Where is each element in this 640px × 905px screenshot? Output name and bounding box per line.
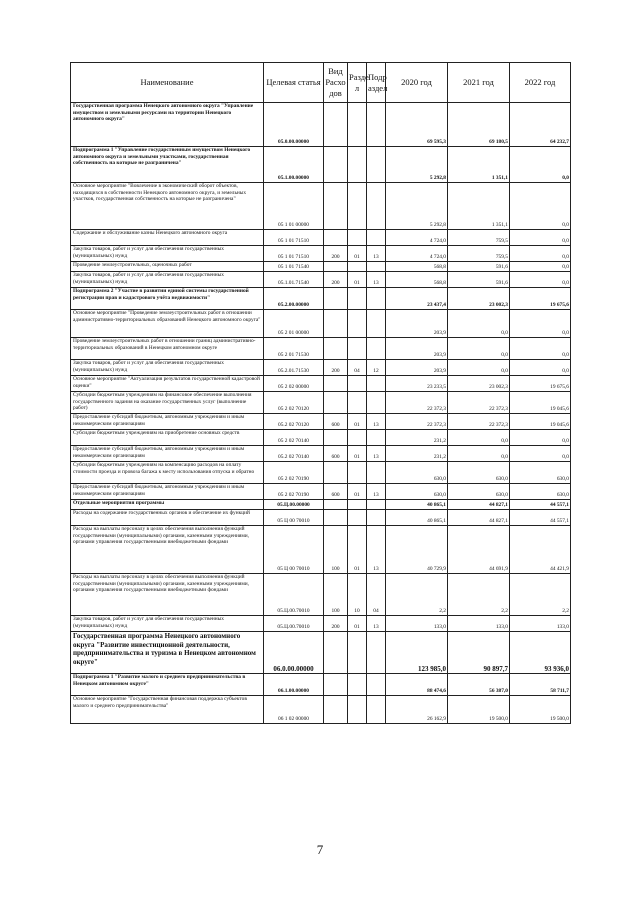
cell-name: Предоставление субсидий бюджетным, автономным учреждениям и иным некоммерческим организациям: [71, 484, 264, 500]
cell-expense-type: [324, 230, 348, 246]
cell-target-article: 05.2.00.00000: [264, 288, 324, 310]
table-row: [71, 272, 571, 288]
table-row: [71, 414, 571, 430]
cell-name: Подпрограмма 1 "Развитие малого и среднего предпринимательства в Ненецком автономном округе": [71, 674, 264, 696]
cell-expense-type: 200: [324, 360, 348, 376]
cell-name: Проведение землеустроительных, оценочных работ: [71, 262, 264, 272]
cell-year-2020: 69 595,3: [386, 103, 448, 147]
table-row: [71, 696, 571, 724]
cell-year-2021: 22 372,3: [448, 414, 510, 430]
cell-subsection: [367, 632, 386, 674]
cell-expense-type: [324, 262, 348, 272]
cell-year-2021: 44 827,1: [448, 510, 510, 526]
cell-year-2021: 0,0: [448, 446, 510, 462]
header-section: Разде л: [348, 63, 367, 103]
cell-target-article: 05 2 02 70120: [264, 392, 324, 414]
cell-subsection: [367, 103, 386, 147]
cell-year-2020: 231,2: [386, 446, 448, 462]
cell-year-2021: 591,6: [448, 272, 510, 288]
cell-target-article: 05 2 01 71530: [264, 338, 324, 360]
budget-table-sheet: [70, 62, 570, 724]
cell-name: Расходы на выплаты персоналу в целях обеспечения выполнения функций государственными (муниципальными) органами, казенными учреждениями, органами управления государственными внебюджетными фондами: [71, 526, 264, 574]
cell-target-article: 05.2 02 70120: [264, 414, 324, 430]
cell-year-2021: 2,2: [448, 574, 510, 616]
table-row: [71, 484, 571, 500]
cell-year-2020: 4 724,0: [386, 246, 448, 262]
cell-expense-type: [324, 376, 348, 392]
cell-section: [348, 510, 367, 526]
cell-year-2020: 133,0: [386, 616, 448, 632]
cell-section: 10: [348, 574, 367, 616]
cell-name: Подпрограмма 1 "Управление государственным имуществом Ненецкого автономного округа и земельными участками, государственная собственность на которые не разграничена": [71, 147, 264, 183]
cell-expense-type: 100: [324, 526, 348, 574]
cell-subsection: [367, 696, 386, 724]
cell-expense-type: 200: [324, 616, 348, 632]
cell-year-2022: 133,0: [510, 616, 571, 632]
cell-year-2021: 1 351,1: [448, 183, 510, 230]
cell-expense-type: [324, 696, 348, 724]
cell-name: Предоставление субсидий бюджетным, автономным учреждениям и иным некоммерческим организациям: [71, 446, 264, 462]
cell-section: [348, 103, 367, 147]
cell-name: Государственная программа Ненецкого автономного округа "Управление имуществом и земельными ресурсами на территории Ненецкого автономного округа": [71, 103, 264, 147]
cell-target-article: 05 2 02 00000: [264, 376, 324, 392]
cell-expense-type: [324, 288, 348, 310]
cell-year-2021: 133,0: [448, 616, 510, 632]
cell-year-2020: 2,2: [386, 574, 448, 616]
cell-year-2020: 4 724,0: [386, 230, 448, 246]
cell-year-2022: 630,0: [510, 462, 571, 484]
cell-expense-type: [324, 310, 348, 338]
cell-year-2020: 40 865,1: [386, 500, 448, 510]
cell-name: Закупка товаров, работ и услуг для обеспечения государственных (муниципальных) нужд: [71, 616, 264, 632]
cell-subsection: 13: [367, 616, 386, 632]
cell-year-2020: 5 292,8: [386, 147, 448, 183]
cell-year-2021: 69 180,5: [448, 103, 510, 147]
cell-section: 01: [348, 272, 367, 288]
table-row: [71, 510, 571, 526]
cell-expense-type: [324, 430, 348, 446]
cell-year-2021: 22 372,3: [448, 392, 510, 414]
cell-expense-type: 200: [324, 246, 348, 262]
cell-target-article: 05 Ц 00 70010: [264, 510, 324, 526]
cell-year-2022: 0,0: [510, 246, 571, 262]
cell-subsection: [367, 183, 386, 230]
cell-subsection: [367, 674, 386, 696]
cell-year-2020: 630,0: [386, 462, 448, 484]
cell-expense-type: [324, 674, 348, 696]
cell-year-2022: 0,0: [510, 430, 571, 446]
cell-year-2022: 19 500,0: [510, 696, 571, 724]
cell-year-2022: 58 711,7: [510, 674, 571, 696]
header-year-2022: 2022 год: [510, 63, 571, 103]
cell-section: [348, 288, 367, 310]
header-year-2020: 2020 год: [386, 63, 448, 103]
header-year-2021: 2021 год: [448, 63, 510, 103]
header-subsection: Подр аздел: [367, 63, 386, 103]
cell-target-article: 05 2 02 70140: [264, 430, 324, 446]
cell-year-2021: 0,0: [448, 430, 510, 446]
cell-name: Закупка товаров, работ и услуг для обеспечения государственных (муниципальных) нужд: [71, 246, 264, 262]
cell-subsection: [367, 462, 386, 484]
cell-expense-type: [324, 500, 348, 510]
table-row: [71, 183, 571, 230]
cell-section: [348, 632, 367, 674]
cell-subsection: 13: [367, 526, 386, 574]
cell-year-2022: 630,0: [510, 484, 571, 500]
cell-subsection: [367, 147, 386, 183]
cell-name: Основное мероприятие "Актуализация результатов государственной кадастровой оценки": [71, 376, 264, 392]
cell-section: 04: [348, 360, 367, 376]
cell-year-2021: 19 500,0: [448, 696, 510, 724]
cell-target-article: 06.1.00.00000: [264, 674, 324, 696]
cell-year-2020: 203,9: [386, 338, 448, 360]
cell-year-2022: 0,0: [510, 310, 571, 338]
cell-target-article: 05.Ц.00.70010: [264, 574, 324, 616]
cell-expense-type: 600: [324, 484, 348, 500]
table-row: [71, 230, 571, 246]
cell-year-2021: 90 897,7: [448, 632, 510, 674]
cell-year-2020: 123 985,0: [386, 632, 448, 674]
cell-year-2020: 568,8: [386, 262, 448, 272]
cell-year-2020: 23 233,5: [386, 376, 448, 392]
cell-year-2022: 2,2: [510, 574, 571, 616]
cell-section: [348, 696, 367, 724]
cell-name: Государственная программа Ненецкого автономного округа "Развитие инвестиционной деятельности, предпринимательства и туризма в Ненецком автономном округе": [71, 632, 264, 674]
cell-year-2022: 0,0: [510, 446, 571, 462]
cell-year-2022: 19 675,6: [510, 288, 571, 310]
cell-year-2021: 1 351,1: [448, 147, 510, 183]
cell-year-2020: 22 372,3: [386, 392, 448, 414]
cell-name: Отдельные мероприятия программы: [71, 500, 264, 510]
cell-target-article: 05.Ц.00.70010: [264, 616, 324, 632]
cell-name: Субсидии бюджетным учреждениям на финансовое обеспечение выполнения государственного задания на оказание государственных услуг (выполнение работ): [71, 392, 264, 414]
cell-target-article: 05 1 01 71510: [264, 230, 324, 246]
cell-target-article: 05 2 02 70190: [264, 484, 324, 500]
cell-section: 01: [348, 246, 367, 262]
cell-name: Подпрограмма 2 "Участие в развитии единой системы государственной регистрации прав и кадастрового учёта недвижимости": [71, 288, 264, 310]
cell-year-2022: 0,0: [510, 147, 571, 183]
cell-expense-type: [324, 147, 348, 183]
cell-expense-type: [324, 103, 348, 147]
cell-year-2020: 568,8: [386, 272, 448, 288]
cell-name: Содержание и обслуживание казны Ненецкого автономного округа: [71, 230, 264, 246]
cell-year-2020: 40 865,1: [386, 510, 448, 526]
cell-subsection: [367, 510, 386, 526]
table-row: [71, 360, 571, 376]
cell-year-2022: 44 421,9: [510, 526, 571, 574]
cell-year-2022: 44 557,1: [510, 500, 571, 510]
cell-year-2021: 0,0: [448, 360, 510, 376]
cell-name: Закупка товаров, работ и услуг для обеспечения государственных (муниципальных) нужд: [71, 272, 264, 288]
cell-year-2020: 630,0: [386, 484, 448, 500]
cell-subsection: 13: [367, 446, 386, 462]
cell-year-2022: 0,0: [510, 183, 571, 230]
page-number: 7: [316, 842, 324, 857]
cell-expense-type: 600: [324, 446, 348, 462]
cell-subsection: [367, 376, 386, 392]
cell-section: [348, 310, 367, 338]
cell-target-article: 05.1.00.00000: [264, 147, 324, 183]
cell-expense-type: 200: [324, 272, 348, 288]
cell-expense-type: [324, 462, 348, 484]
cell-section: [348, 338, 367, 360]
cell-name: Основное мероприятие "Вовлечение в экономический оборот объектов, находящихся в собственности Ненецкого автономного округа, и земельных участков, государственная собственность на которые не разграничена": [71, 183, 264, 230]
cell-target-article: 06 1 02 00000: [264, 696, 324, 724]
header-expense-type: Вид Расхо дов: [324, 63, 348, 103]
cell-subsection: [367, 288, 386, 310]
table-row: [71, 674, 571, 696]
cell-section: 01: [348, 616, 367, 632]
cell-section: 01: [348, 414, 367, 430]
cell-expense-type: [324, 338, 348, 360]
cell-year-2021: 591,6: [448, 262, 510, 272]
cell-section: [348, 392, 367, 414]
cell-year-2022: 0,0: [510, 360, 571, 376]
cell-section: [348, 230, 367, 246]
cell-subsection: 13: [367, 484, 386, 500]
cell-name: Расходы на выплаты персоналу в целях обеспечения выполнения функций государственными (муниципальными) органами, казенными учреждениями, органами управления государственными внебюджетными фондами: [71, 574, 264, 616]
header-name: Наименование: [71, 63, 264, 103]
cell-target-article: 05 2 01 00000: [264, 310, 324, 338]
cell-expense-type: [324, 392, 348, 414]
cell-year-2022: 0,0: [510, 262, 571, 272]
cell-subsection: 13: [367, 272, 386, 288]
table-row: [71, 376, 571, 392]
cell-target-article: 05 1 01 00000: [264, 183, 324, 230]
cell-year-2021: 44 691,9: [448, 526, 510, 574]
cell-year-2020: 22 372,3: [386, 414, 448, 430]
cell-name: Закупка товаров, работ и услуг для обеспечения государственных (муниципальных) нужд: [71, 360, 264, 376]
cell-section: [348, 462, 367, 484]
cell-target-article: 05.2 02 70140: [264, 446, 324, 462]
cell-subsection: 12: [367, 360, 386, 376]
cell-year-2021: 759,5: [448, 246, 510, 262]
cell-year-2022: 0,0: [510, 272, 571, 288]
cell-expense-type: [324, 183, 348, 230]
cell-expense-type: [324, 510, 348, 526]
table-header-row: [71, 63, 571, 103]
table-row: [71, 574, 571, 616]
table-row: [71, 462, 571, 484]
cell-name: Субсидии бюджетным учреждениям на приобретение основных средств: [71, 430, 264, 446]
cell-year-2022: 93 936,0: [510, 632, 571, 674]
cell-year-2021: 759,5: [448, 230, 510, 246]
cell-section: [348, 183, 367, 230]
cell-target-article: 05 1 01 71510: [264, 246, 324, 262]
cell-year-2022: 19 045,6: [510, 392, 571, 414]
cell-subsection: [367, 230, 386, 246]
cell-subsection: [367, 500, 386, 510]
table-row: [71, 103, 571, 147]
cell-subsection: [367, 392, 386, 414]
cell-section: 01: [348, 446, 367, 462]
cell-name: Проведение землеустроительных работ в отношении границ административно-территориальных образований в Ненецком автономном округе: [71, 338, 264, 360]
cell-name: Субсидии бюджетным учреждениям на компенсацию расходов на оплату стоимости проезда и провоза багажа к месту использования отпуска и обратно: [71, 462, 264, 484]
cell-expense-type: [324, 632, 348, 674]
cell-year-2021: 56 387,0: [448, 674, 510, 696]
cell-subsection: [367, 430, 386, 446]
cell-name: Основное мероприятие "Государственная финансовая поддержка субъектов малого и среднего предпринимательства": [71, 696, 264, 724]
cell-subsection: [367, 310, 386, 338]
cell-year-2021: 630,0: [448, 484, 510, 500]
table-row: [71, 430, 571, 446]
cell-name: Предоставление субсидий бюджетным, автономным учреждениям и иным некоммерческим организациям: [71, 414, 264, 430]
cell-year-2020: 26 162,9: [386, 696, 448, 724]
cell-year-2022: 0,0: [510, 230, 571, 246]
cell-section: [348, 147, 367, 183]
cell-expense-type: 100: [324, 574, 348, 616]
cell-subsection: 13: [367, 414, 386, 430]
cell-section: [348, 430, 367, 446]
cell-year-2021: 44 827,1: [448, 500, 510, 510]
cell-section: 01: [348, 484, 367, 500]
cell-year-2020: 203,9: [386, 310, 448, 338]
cell-target-article: 06.0.00.00000: [264, 632, 324, 674]
cell-year-2020: 23 437,4: [386, 288, 448, 310]
cell-year-2020: 203,9: [386, 360, 448, 376]
cell-year-2021: 0,0: [448, 310, 510, 338]
cell-year-2022: 19 675,6: [510, 376, 571, 392]
cell-year-2020: 5 292,8: [386, 183, 448, 230]
cell-section: 01: [348, 526, 367, 574]
cell-name: Расходы на содержание государственных органов и обеспечение их функций: [71, 510, 264, 526]
cell-target-article: 05.2.01.71530: [264, 360, 324, 376]
cell-target-article: 05 1 01 71540: [264, 262, 324, 272]
table-row: [71, 632, 571, 674]
cell-subsection: 13: [367, 246, 386, 262]
cell-year-2020: 88 474,6: [386, 674, 448, 696]
table-row: [71, 246, 571, 262]
header-target-article: Целевая статья: [264, 63, 324, 103]
cell-year-2021: 0,0: [448, 338, 510, 360]
cell-year-2022: 44 557,1: [510, 510, 571, 526]
cell-year-2020: 40 729,9: [386, 526, 448, 574]
table-row: [71, 500, 571, 510]
cell-subsection: [367, 338, 386, 360]
cell-year-2022: 64 232,7: [510, 103, 571, 147]
cell-section: [348, 674, 367, 696]
table-row: [71, 446, 571, 462]
cell-section: [348, 262, 367, 272]
cell-section: [348, 376, 367, 392]
cell-target-article: 05.0.00.00000: [264, 103, 324, 147]
cell-target-article: 05 2 02 70190: [264, 462, 324, 484]
cell-section: [348, 500, 367, 510]
cell-year-2021: 23 002,3: [448, 376, 510, 392]
cell-target-article: 05.Ц.00.00000: [264, 500, 324, 510]
table-row: [71, 526, 571, 574]
table-row: [71, 338, 571, 360]
table-body: [71, 103, 571, 724]
cell-expense-type: 600: [324, 414, 348, 430]
cell-subsection: 04: [367, 574, 386, 616]
cell-target-article: 05 Ц 00 70010: [264, 526, 324, 574]
table-row: [71, 288, 571, 310]
table-row: [71, 392, 571, 414]
cell-name: Основное мероприятие "Проведение землеустроительных работ в отношении административно-территориальных образований Ненецкого автономного округа": [71, 310, 264, 338]
cell-year-2021: 630,0: [448, 462, 510, 484]
table-row: [71, 147, 571, 183]
cell-year-2022: 0,0: [510, 338, 571, 360]
table-row: [71, 262, 571, 272]
table-row: [71, 310, 571, 338]
cell-subsection: [367, 262, 386, 272]
cell-target-article: 05.1.01.71540: [264, 272, 324, 288]
table-row: [71, 616, 571, 632]
cell-year-2020: 231,2: [386, 430, 448, 446]
cell-year-2021: 23 002,3: [448, 288, 510, 310]
cell-year-2022: 19 045,6: [510, 414, 571, 430]
budget-table: [70, 62, 571, 724]
